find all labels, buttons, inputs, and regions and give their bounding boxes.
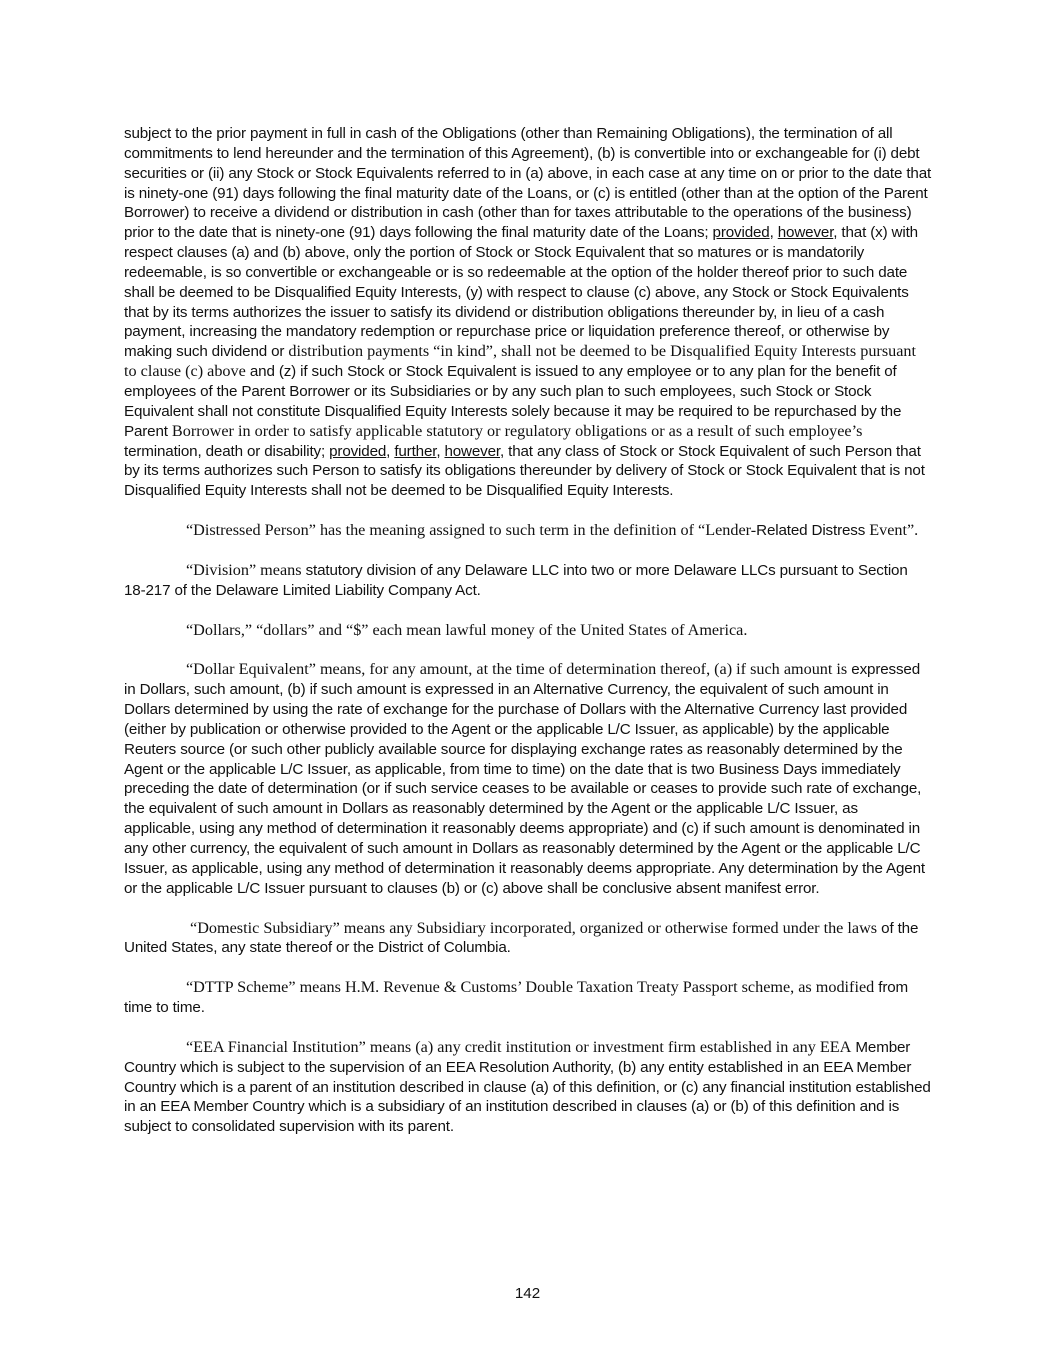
- underlined-term-further: further: [394, 442, 437, 460]
- text-run: statutory division of any Delaware LLC into two or more Delaware LLCs pursuant to Section 18-217 of the Delaware Limited Liability Company Act.: [124, 561, 908, 599]
- text-run: Related Distress: [756, 522, 870, 540]
- document-page: [124, 124, 932, 1157]
- text-run: ,: [769, 224, 778, 242]
- definition-dollar-equivalent: [124, 660, 932, 898]
- text-run-serif: “DTTP Scheme” means H.M. Revenue & Customs’ Double Taxation Treaty Passport scheme, as modified: [186, 978, 875, 997]
- text-run-serif: “Dollars,” “dollars” and “$” each mean lawful money of the United States of America.: [186, 620, 748, 639]
- text-run-serif: distribution payments “in kind”, shall not be deemed to be Disqualified Equity Interests pursuant to clause (c) above: [124, 342, 916, 381]
- text-run-serif: Borrower in order to satisfy applicable statutory or regulatory obligations or as a result of such employee’s: [171, 421, 863, 440]
- definition-distressed-person: [124, 521, 932, 541]
- text-run: termination, death or disability;: [124, 442, 330, 460]
- text-run: Member Country which is subject to the supervision of an EEA Resolution Authority, (b) any entity established in an EEA Member Country which is a parent of an institution described in clause (a) of this definition, or (c) any financial institution established in an EEA Member Country which is a subsidiary of an institution described in clauses (a) or (b) of this definition and is subject to consolidated supervision with its parent.: [124, 1038, 931, 1136]
- text-run: expressed in Dollars, such amount, (b) if such amount is expressed in an Alternative Currency, the equivalent of such amount in Dollars determined by using the rate of exchange for the purchase of Dollars with the Alternative Currency last provided (either by publication or otherwise provided to the Agent or the applicable L/C Issuer, as applicable) by the applicable Reuters source (or such other publicly available source for displaying exchange rates as reasonably determined by the Agent or the applicable L/C Issuer, as applicable, from time to time) on the date that is two Business Days immediately preceding the date of determination (or if such service ceases to be available or ceases to provide such rate of exchange, the equivalent of such amount in Dollars as reasonably determined by the Agent or the applicable L/C Issuer, as applicable, using any method of determination it reasonably deems appropriate) and (c) if such amount is denominated in any other currency, the equivalent of such amount in Dollars as reasonably determined by the Agent or the applicable L/C Issuer, as applicable, using any method of determination it reasonably deems appropriate. Any determination by the Agent or the applicable L/C Issuer pursuant to clauses (b) or (c) above shall be conclusive absent manifest error.: [124, 661, 925, 897]
- definition-dollars: [124, 621, 932, 641]
- definition-division: [124, 561, 932, 601]
- text-run-serif: “Dollar Equivalent” means, for any amount, at the time of determination thereof, (a) if such amount is: [186, 660, 848, 679]
- text-run: subject to the prior payment in full in cash of the Obligations (other than Remaining Obligations), the termination of all commitments to lend hereunder and the termination of this Agreement), (b) is convertible into or exchangeable for (i) debt securities or (ii) any Stock or Stock Equivalents referred to in (a) above, in each case at any time on or prior to the date that is ninety-one (91) days following the final maturity date of the Loans, or (c) is entitled (other than at the option of the Parent Borrower) to receive a dividend or distribution in cash (other than for taxes attributable to the operations of the business) prior to the date that is ninety-one (91) days following the final maturity date of the Loans;: [124, 125, 932, 242]
- text-run-serif: “Distressed Person” has the meaning assigned to such term in the definition of “Lender-: [186, 521, 757, 540]
- underlined-term-however: however: [444, 442, 500, 460]
- paragraph-disqualified-equity-continued: [124, 124, 932, 501]
- text-run: , that any class of Stock or Stock Equivalent of such Person that by its terms authorizes such Person to satisfy its obligations thereunder by delivery of Stock or Stock Equivalent that is not Disqualified Equity Interests shall not be deemed to be Disqualified Equity Interests.: [124, 442, 925, 500]
- text-run: from time to time.: [124, 979, 909, 1017]
- underlined-term-provided: provided: [712, 224, 770, 242]
- underlined-term-however: however: [777, 224, 834, 242]
- text-run: ,: [436, 442, 445, 460]
- definition-eea-financial-institution: [124, 1038, 932, 1137]
- text-run-serif: “Domestic Subsidiary” means any Subsidiary incorporated, organized or otherwise formed under the laws: [186, 918, 878, 937]
- definition-dttp-scheme: [124, 978, 932, 1018]
- text-run-serif: Event”.: [869, 521, 919, 540]
- underlined-term-provided: provided: [329, 442, 387, 460]
- text-run: ,: [386, 442, 395, 460]
- definition-domestic-subsidiary: [124, 919, 932, 959]
- text-run-serif: “EEA Financial Institution” means (a) any credit institution or investment firm established in any EEA: [186, 1037, 852, 1056]
- text-run: and (z) if such Stock or Stock Equivalent is issued to any employee or to any plan for the benefit of employees of the Parent Borrower or its Subsidiaries or by any such plan to such employees, such Stock or Stock Equivalent shall not constitute Disqualified Equity Interests solely because it may be required to be repurchased by the Parent: [124, 363, 902, 440]
- text-run: , that (x) with respect clauses (a) and (b) above, only the portion of Stock or Stock Equivalent that so matures or is mandatorily redeemable, is so convertible or exchangeable or is so redeemable at the option of the holder thereof prior to such date shall be deemed to be Disqualified Equity Interests, (y) with respect to clause (c) above, any Stock or Stock Equivalents that by its terms authorizes the issuer to satisfy its dividend or distribution obligations thereunder by, in lieu of a cash payment, increasing the mandatory redemption or repurchase price or liquidation preference thereof, or otherwise by making such dividend or: [124, 224, 918, 361]
- text-run-serif: “Division” means: [186, 560, 306, 579]
- page-number: 142: [514, 1285, 541, 1302]
- text-run: of the United States, any state thereof or the District of Columbia.: [124, 919, 919, 957]
